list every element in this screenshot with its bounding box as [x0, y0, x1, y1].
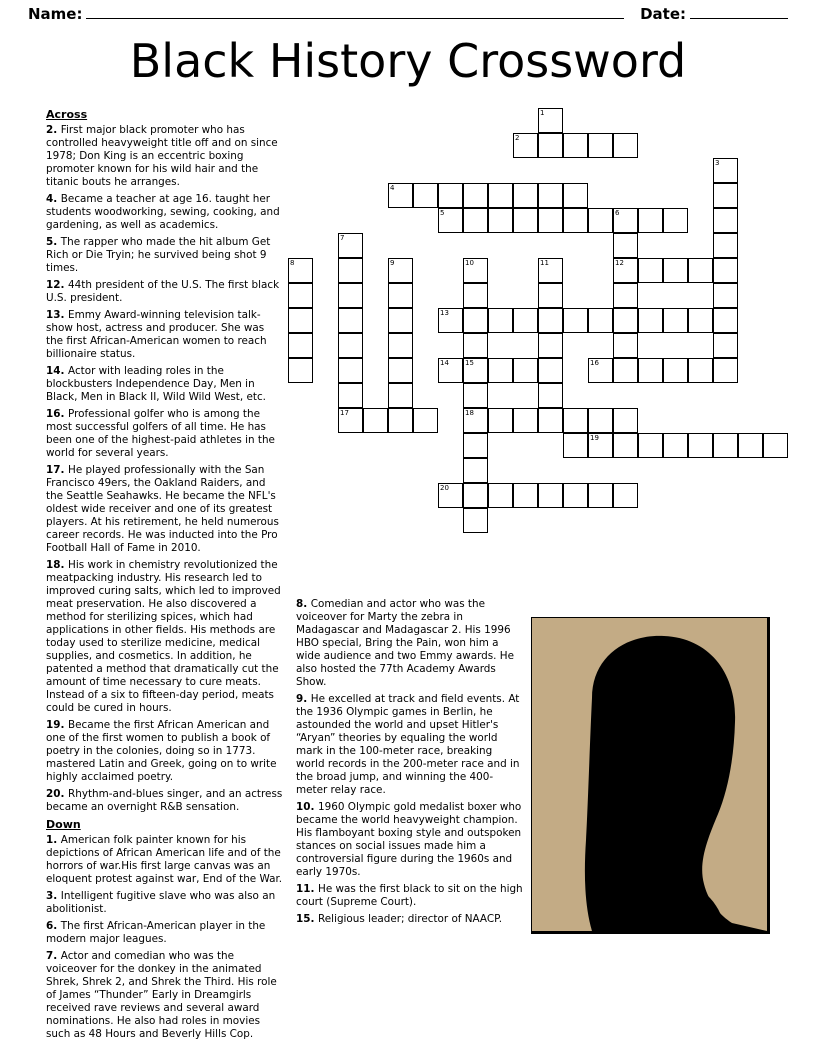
crossword-cell[interactable] — [713, 233, 738, 258]
clue-number: 10. — [296, 801, 319, 813]
crossword-cell[interactable] — [488, 208, 513, 233]
crossword-cell[interactable] — [463, 358, 488, 383]
crossword-cell[interactable] — [388, 358, 413, 383]
crossword-cell[interactable] — [488, 183, 513, 208]
crossword-cell[interactable] — [563, 483, 588, 508]
crossword-cell[interactable] — [413, 183, 438, 208]
clue-number: 18. — [46, 558, 69, 571]
clue-text: He was the first black to sit on the high court (Supreme Court). — [296, 883, 523, 908]
clue-text: The first African-American player in the modern major leagues. — [46, 919, 266, 945]
cell-number: 16 — [590, 359, 599, 367]
date-label: Date: — [640, 5, 686, 23]
crossword-cell[interactable] — [463, 483, 488, 508]
crossword-cell[interactable] — [363, 408, 388, 433]
crossword-cell[interactable] — [588, 308, 613, 333]
across-clue-14 — [46, 365, 284, 404]
crossword-cell[interactable] — [663, 358, 688, 383]
crossword-cell[interactable] — [338, 408, 363, 433]
crossword-cell[interactable] — [388, 333, 413, 358]
cell-number: 2 — [515, 134, 520, 142]
crossword-cell[interactable] — [713, 183, 738, 208]
clue-number: 4. — [46, 192, 61, 205]
down-clue-list-middle — [296, 598, 524, 926]
cell-number: 18 — [465, 409, 474, 417]
clue-number: 3. — [46, 889, 61, 902]
crossword-cell[interactable] — [288, 333, 313, 358]
crossword-cell[interactable] — [388, 383, 413, 408]
crossword-cell[interactable] — [513, 358, 538, 383]
crossword-cell[interactable] — [638, 358, 663, 383]
crossword-cell[interactable] — [463, 283, 488, 308]
crossword-cell[interactable] — [663, 308, 688, 333]
crossword-cell[interactable] — [688, 258, 713, 283]
crossword-cell[interactable] — [538, 383, 563, 408]
crossword-cell[interactable] — [438, 358, 463, 383]
down-clue-6 — [46, 920, 284, 946]
crossword-cell[interactable] — [713, 433, 738, 458]
cell-number: 14 — [440, 359, 449, 367]
cell-number: 5 — [440, 209, 445, 217]
crossword-cell[interactable] — [538, 108, 563, 133]
crossword-cell[interactable] — [688, 433, 713, 458]
cell-number: 7 — [340, 234, 345, 242]
clue-number: 7. — [46, 949, 61, 962]
cell-number: 19 — [590, 434, 599, 442]
crossword-cell[interactable] — [613, 483, 638, 508]
cell-number: 9 — [390, 259, 395, 267]
clue-text: Comedian and actor who was the voiceover for Marty the zebra in Madagascar and Madagascar 2. His 1996 HBO special, Bring the Pain, won him a wide audience and two Emmy awards. He also hosted the 77th Academy Awards Show. — [296, 598, 514, 688]
crossword-cell[interactable] — [538, 358, 563, 383]
crossword-cell[interactable] — [513, 483, 538, 508]
crossword-cell[interactable] — [588, 408, 613, 433]
clue-number: 2. — [46, 123, 61, 136]
clue-number: 13. — [46, 308, 69, 321]
clue-text: Actor with leading roles in the blockbusters Independence Day, Men in Black, Men in Black II, Wild Wild West, etc. — [46, 364, 266, 403]
clue-number: 14. — [46, 364, 69, 377]
clue-number: 8. — [296, 598, 311, 610]
crossword-cell[interactable] — [613, 433, 638, 458]
down-clue-1 — [46, 834, 284, 886]
crossword-cell[interactable] — [763, 433, 788, 458]
crossword-cell[interactable] — [488, 483, 513, 508]
crossword-cell[interactable] — [388, 408, 413, 433]
across-clue-19 — [46, 719, 284, 784]
clue-text: His work in chemistry revolutionized the meatpacking industry. His research led to improved curing salts, which led to improved meat preservation. He also discovered a method for sterilizing spices, which had applications in other fields. His methods are today used to sterilize medicine, medical supplies, and cosmetics. In addition, he patented a method that dramatically cut the amount of time necessary to cure meats. Instead of a six to fifteen-day period, meats could be cured in hours. — [46, 558, 281, 714]
down-heading: Down — [46, 817, 81, 831]
page-title: Black History Crossword — [129, 34, 687, 88]
across-clue-4 — [46, 193, 284, 232]
crossword-cell[interactable] — [563, 408, 588, 433]
crossword-cell[interactable] — [663, 208, 688, 233]
crossword-cell[interactable] — [713, 208, 738, 233]
crossword-cell[interactable] — [463, 308, 488, 333]
crossword-cell[interactable] — [388, 258, 413, 283]
crossword-cell[interactable] — [638, 433, 663, 458]
crossword-cell[interactable] — [563, 208, 588, 233]
crossword-cell[interactable] — [713, 358, 738, 383]
down-clue-8 — [296, 598, 524, 689]
clue-text: 44th president of the U.S. The first black U.S. president. — [46, 278, 280, 304]
crossword-cell[interactable] — [513, 408, 538, 433]
cell-number: 12 — [615, 259, 624, 267]
clue-text: He played professionally with the San Francisco 49ers, the Oakland Raiders, and the Seattle Seahawks. He became the NFL's oldest wide receiver and one of its greatest players. At his retirement, he held numerous career records. He was inducted into the Pro Football Hall of Fame in 2010. — [46, 463, 279, 554]
crossword-cell[interactable] — [738, 433, 763, 458]
crossword-cell[interactable] — [413, 408, 438, 433]
cell-number: 6 — [615, 209, 620, 217]
crossword-cell[interactable] — [463, 183, 488, 208]
crossword-cell[interactable] — [463, 258, 488, 283]
crossword-cell[interactable] — [488, 408, 513, 433]
crossword-cell[interactable] — [588, 358, 613, 383]
down-clue-11 — [296, 883, 524, 909]
crossword-cell[interactable] — [688, 308, 713, 333]
crossword-cell[interactable] — [338, 233, 363, 258]
crossword-cell[interactable] — [338, 283, 363, 308]
crossword-cell[interactable] — [538, 133, 563, 158]
crossword-cell[interactable] — [713, 283, 738, 308]
crossword-cell[interactable] — [638, 208, 663, 233]
across-clue-17 — [46, 464, 284, 555]
cell-number: 11 — [540, 259, 549, 267]
crossword-cell[interactable] — [463, 208, 488, 233]
clue-text: Actor and comedian who was the voiceover for the donkey in the animated Shrek, Shrek 2, and Shrek the Third. His role of James “Thunder” Early in Dreamgirls received rave reviews and several award nominations. He also had roles in movies such as 48 Hours and Beverly Hills Cop. — [46, 949, 277, 1040]
clue-number: 20. — [46, 787, 69, 800]
cell-number: 20 — [440, 484, 449, 492]
crossword-cell[interactable] — [588, 433, 613, 458]
cell-number: 17 — [340, 409, 349, 417]
cell-number: 4 — [390, 184, 395, 192]
down-clue-list-left — [46, 834, 284, 1041]
cell-number: 1 — [540, 109, 545, 117]
crossword-cell[interactable] — [488, 358, 513, 383]
crossword-cell[interactable] — [463, 433, 488, 458]
across-clue-list — [46, 124, 284, 814]
crossword-cell[interactable] — [613, 358, 638, 383]
clue-number: 17. — [46, 463, 69, 476]
crossword-cell[interactable] — [538, 483, 563, 508]
name-input-line[interactable] — [86, 4, 624, 19]
crossword-cell[interactable] — [613, 208, 638, 233]
portrait-image — [531, 617, 770, 934]
across-clue-12 — [46, 279, 284, 305]
cell-number: 3 — [715, 159, 720, 167]
across-clue-5 — [46, 236, 284, 275]
crossword-cell[interactable] — [663, 433, 688, 458]
crossword-cell[interactable] — [613, 283, 638, 308]
down-clue-7 — [46, 950, 284, 1041]
crossword-cell[interactable] — [563, 308, 588, 333]
crossword-cell[interactable] — [288, 283, 313, 308]
down-clue-9 — [296, 693, 524, 797]
crossword-cell[interactable] — [438, 483, 463, 508]
across-heading: Across — [46, 108, 88, 121]
crossword-cell[interactable] — [463, 333, 488, 358]
crossword-cell[interactable] — [338, 308, 363, 333]
clue-text: Intelligent fugitive slave who was also an abolitionist. — [46, 889, 276, 915]
clue-text: The rapper who made the hit album Get Rich or Die Tryin; he survived being shot 9 times. — [46, 235, 271, 274]
crossword-cell[interactable] — [638, 308, 663, 333]
crossword-cell[interactable] — [713, 308, 738, 333]
crossword-cell[interactable] — [613, 333, 638, 358]
clue-text: Became the first African American and one of the first women to publish a book of poetry in the colonies, doing so in 1773. mastered Latin and Greek, going on to write highly acclaimed poetry. — [46, 718, 277, 783]
crossword-cell[interactable] — [538, 208, 563, 233]
crossword-cell[interactable] — [613, 408, 638, 433]
clue-number: 19. — [46, 718, 69, 731]
crossword-cell[interactable] — [338, 333, 363, 358]
crossword-cell[interactable] — [513, 308, 538, 333]
clue-text: First major black promoter who has controlled heavyweight title off and on since 1978; Don King is an eccentric boxing promoter known for his wild hair and the titanic bouts he arranges. — [46, 123, 278, 188]
crossword-cell[interactable] — [338, 383, 363, 408]
across-clue-20 — [46, 788, 284, 814]
crossword-cell[interactable] — [663, 258, 688, 283]
crossword-cell[interactable] — [488, 308, 513, 333]
crossword-cell[interactable] — [613, 308, 638, 333]
crossword-cell[interactable] — [438, 183, 463, 208]
clues-column-left — [46, 108, 284, 1045]
clue-number: 9. — [296, 693, 311, 705]
down-clue-15 — [296, 913, 524, 926]
clues-column-middle — [296, 598, 524, 930]
crossword-cell[interactable] — [388, 308, 413, 333]
across-clue-16 — [46, 408, 284, 460]
clue-text: 1960 Olympic gold medalist boxer who became the world heavyweight champion. His flamboyant boxing style and outspoken stances on social issues made him a controversial figure during the 1960s and early 1970s. — [296, 801, 522, 878]
clue-number: 6. — [46, 919, 61, 932]
across-clue-2 — [46, 124, 284, 189]
clue-text: Emmy Award-winning television talk-show host, actress and producer. She was the first African-American women to reach billionaire status. — [46, 308, 267, 360]
down-clue-10 — [296, 801, 524, 879]
clue-number: 12. — [46, 278, 69, 291]
crossword-cell[interactable] — [513, 208, 538, 233]
crossword-cell[interactable] — [538, 258, 563, 283]
crossword-cell[interactable] — [563, 133, 588, 158]
crossword-cell[interactable] — [463, 383, 488, 408]
crossword-cell[interactable] — [538, 183, 563, 208]
crossword-cell[interactable] — [513, 183, 538, 208]
cell-number: 10 — [465, 259, 474, 267]
crossword-cell[interactable] — [713, 333, 738, 358]
clue-text: Religious leader; director of NAACP. — [318, 913, 503, 925]
crossword-cell[interactable] — [588, 208, 613, 233]
crossword-cell[interactable] — [338, 258, 363, 283]
clue-text: Professional golfer who is among the most successful golfers of all time. He has been one of the highest-paid athletes in the world for several years. — [46, 407, 275, 459]
crossword-cell[interactable] — [288, 258, 313, 283]
crossword-cell[interactable] — [538, 333, 563, 358]
crossword-cell[interactable] — [713, 258, 738, 283]
crossword-cell[interactable] — [338, 358, 363, 383]
crossword-cell[interactable] — [463, 458, 488, 483]
crossword-cell[interactable] — [438, 208, 463, 233]
crossword-cell[interactable] — [288, 358, 313, 383]
crossword-cell[interactable] — [288, 308, 313, 333]
across-clue-13 — [46, 309, 284, 361]
crossword-cell[interactable] — [613, 258, 638, 283]
crossword-cell[interactable] — [388, 283, 413, 308]
crossword-cell[interactable] — [538, 283, 563, 308]
crossword-cell[interactable] — [538, 308, 563, 333]
crossword-cell[interactable] — [613, 133, 638, 158]
crossword-cell[interactable] — [613, 233, 638, 258]
clue-text: He excelled at track and field events. At the 1936 Olympic games in Berlin, he astounded the world and upset Hitler's “Aryan” theories by equaling the world mark in the 100-meter race, breaking world records in the 200-meter race and in the broad jump, and winning the 400-meter relay race. — [296, 693, 520, 796]
crossword-cell[interactable] — [588, 483, 613, 508]
clue-text: Rhythm-and-blues singer, and an actress became an overnight R&B sensation. — [46, 787, 283, 813]
clue-number: 1. — [46, 833, 61, 846]
crossword-cell[interactable] — [563, 433, 588, 458]
cell-number: 13 — [440, 309, 449, 317]
crossword-cell[interactable] — [538, 408, 563, 433]
crossword-cell[interactable] — [588, 133, 613, 158]
crossword-cell[interactable] — [563, 183, 588, 208]
clue-number: 5. — [46, 235, 61, 248]
crossword-cell[interactable] — [463, 508, 488, 533]
crossword-cell[interactable] — [463, 408, 488, 433]
date-input-line[interactable] — [690, 4, 788, 19]
name-label: Name: — [28, 5, 83, 23]
crossword-cell[interactable] — [513, 133, 538, 158]
cell-number: 15 — [465, 359, 474, 367]
name-date-row — [28, 4, 788, 23]
clue-number: 15. — [296, 913, 319, 925]
down-clue-3 — [46, 890, 284, 916]
crossword-cell[interactable] — [713, 158, 738, 183]
clue-number: 11. — [296, 883, 319, 895]
crossword-cell[interactable] — [688, 358, 713, 383]
crossword-cell[interactable] — [638, 258, 663, 283]
cell-number: 8 — [290, 259, 295, 267]
across-clue-18 — [46, 559, 284, 715]
clue-text: American folk painter known for his depictions of African American life and of the horrors of war.His first large canvas was an eloquent protest against war, End of the War. — [46, 833, 283, 885]
clue-text: Became a teacher at age 16. taught her students woodworking, sewing, cooking, and gardening, as well as academics. — [46, 192, 280, 231]
crossword-cell[interactable] — [438, 308, 463, 333]
crossword-cell[interactable] — [388, 183, 413, 208]
clue-number: 16. — [46, 407, 69, 420]
